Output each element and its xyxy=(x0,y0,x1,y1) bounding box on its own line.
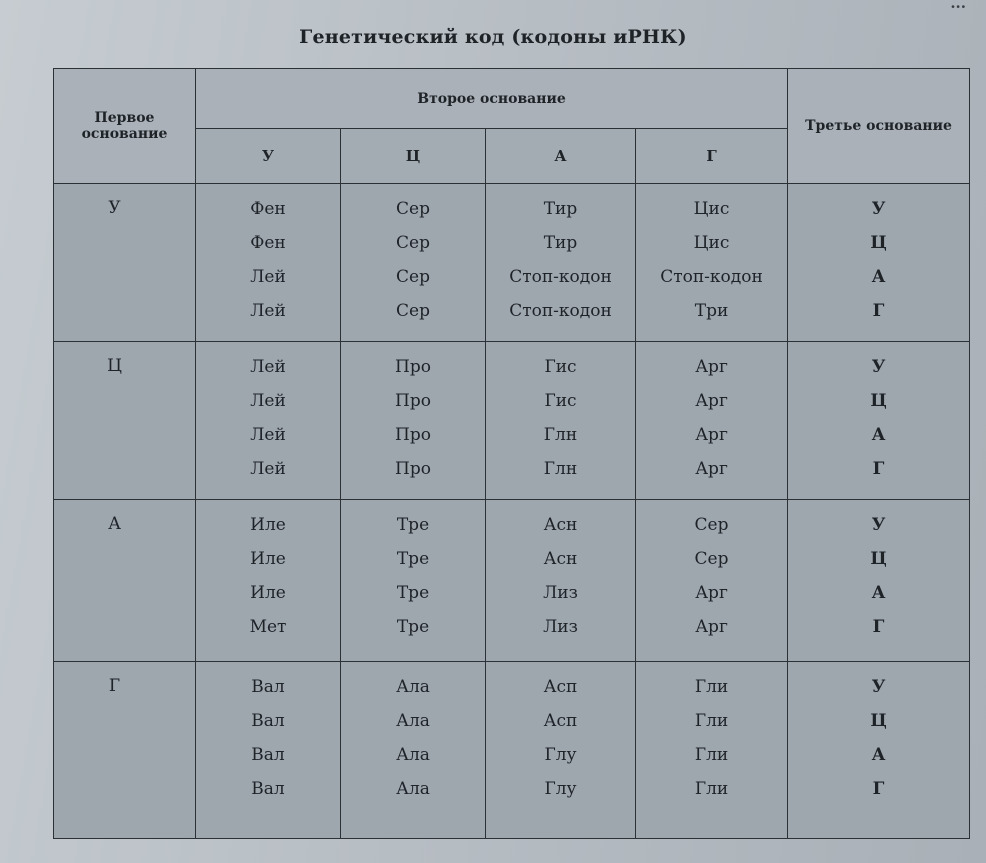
amino-acid: Сер xyxy=(396,301,430,321)
second-base-a: А xyxy=(486,129,636,184)
codon-cell xyxy=(486,500,636,662)
amino-acid: Лей xyxy=(250,357,286,377)
amino-acid: Сер xyxy=(694,515,729,535)
table-row xyxy=(54,662,970,839)
table-title: Генетический код (кодоны иРНК) xyxy=(299,26,687,48)
amino-acid: Лиз xyxy=(543,617,578,637)
codon-cell xyxy=(636,184,788,342)
third-base: Ц xyxy=(870,391,887,411)
amino-acid: Вал xyxy=(251,745,285,765)
amino-acid: Асн xyxy=(543,515,578,535)
table-row xyxy=(54,500,970,662)
third-base: Г xyxy=(872,301,885,321)
amino-acid: Арг xyxy=(695,425,728,445)
first-base-cell: А xyxy=(54,500,196,662)
amino-acid: Глу xyxy=(544,779,577,799)
amino-acid: Гли xyxy=(694,711,729,731)
amino-acid: Гли xyxy=(694,779,729,799)
third-base: Г xyxy=(872,779,885,799)
amino-acid: Арг xyxy=(695,357,728,377)
amino-acid: Лиз xyxy=(543,583,578,603)
codon-cell xyxy=(341,184,486,342)
amino-acid: Тир xyxy=(543,233,578,253)
amino-acid: Глу xyxy=(544,745,577,765)
amino-acid: Асп xyxy=(543,677,578,697)
third-base-cell xyxy=(788,184,970,342)
amino-acid: Лей xyxy=(250,459,286,479)
amino-acid: Арг xyxy=(695,583,728,603)
codon-cell xyxy=(486,662,636,839)
codon-cell xyxy=(196,184,341,342)
codon-cell xyxy=(341,500,486,662)
codon-cell xyxy=(341,342,486,500)
first-base-header: Первое основание xyxy=(54,69,196,184)
amino-acid: Сер xyxy=(396,233,430,253)
amino-acid: Стоп-кодон xyxy=(509,267,612,287)
third-base: Ц xyxy=(870,549,887,569)
third-base: Г xyxy=(872,459,885,479)
amino-acid: Глн xyxy=(543,425,578,445)
third-base-cell xyxy=(788,500,970,662)
amino-acid: Про xyxy=(395,357,431,377)
amino-acid: Иле xyxy=(250,549,286,569)
genetic-code-table xyxy=(53,68,970,839)
third-base-cell xyxy=(788,662,970,839)
second-base-c: Ц xyxy=(341,129,486,184)
first-base-cell: Ц xyxy=(54,342,196,500)
amino-acid: Лей xyxy=(250,301,286,321)
amino-acid: Тре xyxy=(396,549,430,569)
amino-acid: Фен xyxy=(250,233,286,253)
amino-acid: Иле xyxy=(250,583,286,603)
amino-acid: Тре xyxy=(396,617,430,637)
amino-acid: Асп xyxy=(543,711,578,731)
amino-acid: Арг xyxy=(695,391,728,411)
third-base-cell xyxy=(788,342,970,500)
third-base: Г xyxy=(872,617,885,637)
amino-acid: Цис xyxy=(693,199,730,219)
amino-acid: Тир xyxy=(543,199,578,219)
amino-acid: Вал xyxy=(251,779,285,799)
second-base-header: Второе основание xyxy=(196,69,788,129)
amino-acid: Про xyxy=(395,391,431,411)
third-base: Ц xyxy=(870,711,887,731)
corner-text: ... xyxy=(950,0,966,12)
amino-acid: Цис xyxy=(693,233,730,253)
third-base: Ц xyxy=(870,233,887,253)
codon-cell xyxy=(636,500,788,662)
amino-acid: Про xyxy=(395,425,431,445)
amino-acid: Стоп-кодон xyxy=(509,301,612,321)
third-base: У xyxy=(871,677,886,697)
third-base-header: Третье основание xyxy=(788,69,970,184)
codon-cell xyxy=(196,662,341,839)
amino-acid: Глн xyxy=(543,459,578,479)
amino-acid: Гис xyxy=(544,391,577,411)
amino-acid: Ала xyxy=(396,745,430,765)
second-base-g: Г xyxy=(636,129,788,184)
codon-cell xyxy=(196,342,341,500)
table-body xyxy=(54,184,970,839)
amino-acid: Сер xyxy=(396,267,430,287)
amino-acid: Три xyxy=(694,301,729,321)
codon-cell xyxy=(486,342,636,500)
amino-acid: Тре xyxy=(396,515,430,535)
amino-acid: Гис xyxy=(544,357,577,377)
amino-acid: Про xyxy=(395,459,431,479)
amino-acid: Гли xyxy=(694,745,729,765)
codon-cell xyxy=(636,342,788,500)
amino-acid: Арг xyxy=(695,617,728,637)
amino-acid: Вал xyxy=(251,711,285,731)
amino-acid: Стоп-кодон xyxy=(660,267,763,287)
amino-acid: Мет xyxy=(249,617,287,637)
table-row xyxy=(54,184,970,342)
amino-acid: Лей xyxy=(250,267,286,287)
amino-acid: Арг xyxy=(695,459,728,479)
third-base: У xyxy=(871,357,886,377)
amino-acid: Ала xyxy=(396,779,430,799)
third-base: У xyxy=(871,199,886,219)
third-base: У xyxy=(871,515,886,535)
third-base: А xyxy=(871,425,886,445)
amino-acid: Вал xyxy=(251,677,285,697)
codon-cell xyxy=(636,662,788,839)
third-base: А xyxy=(871,583,886,603)
codon-cell xyxy=(341,662,486,839)
amino-acid: Ала xyxy=(396,677,430,697)
third-base: А xyxy=(871,267,886,287)
amino-acid: Иле xyxy=(250,515,286,535)
codon-cell xyxy=(486,184,636,342)
amino-acid: Ала xyxy=(396,711,430,731)
amino-acid: Гли xyxy=(694,677,729,697)
first-base-cell: У xyxy=(54,184,196,342)
second-base-u: У xyxy=(196,129,341,184)
third-base: А xyxy=(871,745,886,765)
amino-acid: Лей xyxy=(250,391,286,411)
amino-acid: Тре xyxy=(396,583,430,603)
first-base-cell: Г xyxy=(54,662,196,839)
amino-acid: Сер xyxy=(396,199,430,219)
amino-acid: Сер xyxy=(694,549,729,569)
amino-acid: Асн xyxy=(543,549,578,569)
table-row xyxy=(54,342,970,500)
codon-cell xyxy=(196,500,341,662)
amino-acid: Фен xyxy=(250,199,286,219)
amino-acid: Лей xyxy=(250,425,286,445)
